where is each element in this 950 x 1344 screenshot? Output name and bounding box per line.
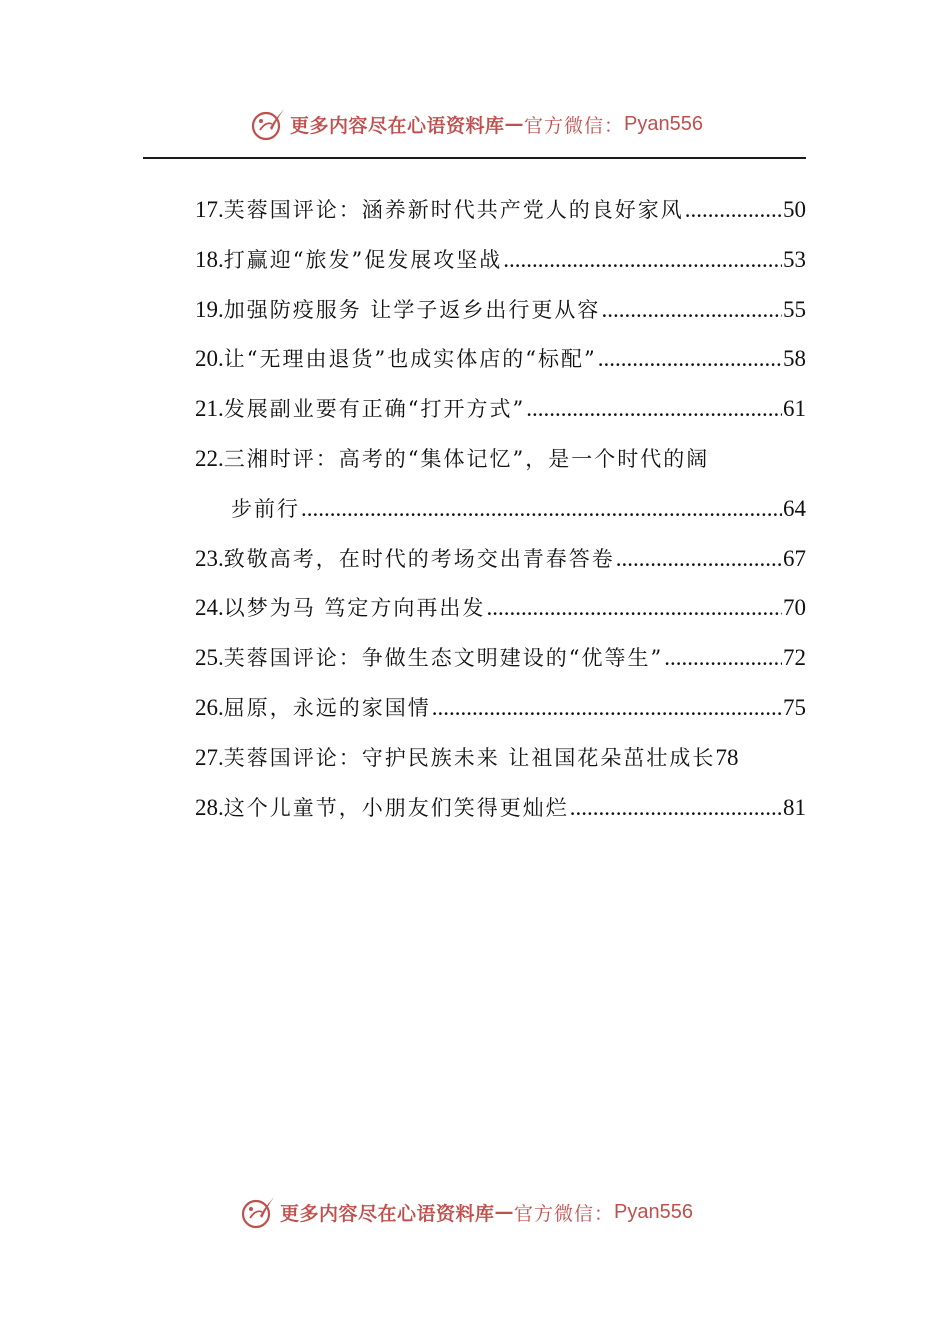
toc-entry[interactable] — [195, 334, 806, 384]
toc-title: 发展副业要有正确“打开方式” — [223, 397, 526, 422]
toc-number: 18. — [195, 246, 224, 272]
toc-page-number: 67 — [783, 545, 806, 571]
toc-leader — [685, 185, 782, 235]
toc-page-number: 64 — [783, 495, 806, 521]
toc-number: 24. — [195, 595, 224, 621]
toc-entry[interactable] — [195, 783, 806, 833]
toc-number: 27. — [195, 744, 224, 770]
toc-page-number: 75 — [783, 694, 806, 720]
toc-leader — [486, 583, 782, 633]
toc-title-continuation: 步前行 — [231, 496, 300, 521]
toc-leader — [526, 384, 782, 434]
toc-number: 21. — [195, 396, 224, 422]
toc-title: 以梦为马 笃定方向再出发 — [223, 596, 486, 621]
toc-number: 25. — [195, 645, 224, 671]
banner-wechat-label: 官方微信： — [514, 1202, 615, 1225]
toc-entry[interactable] — [195, 235, 806, 285]
toc-title: 芙蓉国评论：争做生态文明建设的“优等生” — [223, 646, 664, 671]
toc-page-number: 81 — [783, 794, 806, 820]
toc-leader — [616, 534, 782, 584]
toc-page-number: 78 — [715, 744, 739, 770]
quill-pen-icon — [250, 106, 286, 142]
toc-page-number: 58 — [783, 346, 806, 372]
toc-entry[interactable] — [195, 583, 806, 633]
toc-number: 23. — [195, 545, 224, 571]
toc-title: 芙蓉国评论：守护民族未来 让祖国花朵茁壮成长 — [223, 745, 716, 770]
toc-page-number: 70 — [783, 595, 806, 621]
toc-leader — [301, 484, 782, 534]
toc-number: 20. — [195, 346, 224, 372]
toc-title: 屈原，永远的家国情 — [223, 695, 431, 720]
toc-page-number: 61 — [783, 396, 806, 422]
header-divider — [143, 157, 806, 159]
toc-number: 26. — [195, 694, 224, 720]
header-banner — [250, 104, 703, 144]
banner-dash: — — [494, 1201, 515, 1223]
toc-entry[interactable] — [195, 185, 806, 235]
toc-page-number: 53 — [783, 246, 806, 272]
toc-entry[interactable] — [195, 633, 806, 683]
toc-entry[interactable] — [195, 384, 806, 434]
toc-title: 打赢迎“旅发”促发展攻坚战 — [223, 247, 503, 272]
toc-leader — [664, 633, 782, 683]
toc-entry[interactable] — [195, 434, 806, 534]
toc-number: 17. — [195, 197, 224, 222]
toc-entry[interactable] — [195, 534, 806, 584]
table-of-contents — [195, 185, 806, 832]
toc-entry[interactable] — [195, 733, 806, 783]
banner-wechat-id: Pyan556 — [614, 1200, 693, 1223]
banner-wechat-id: Pyan556 — [624, 112, 703, 135]
toc-leader — [570, 783, 782, 833]
toc-title: 加强防疫服务 让学子返乡出行更从容 — [223, 297, 601, 322]
toc-title: 致敬高考，在时代的考场交出青春答卷 — [223, 546, 615, 571]
quill-pen-icon — [240, 1194, 276, 1230]
toc-number: 28. — [195, 794, 224, 820]
banner-wechat-label: 官方微信： — [524, 114, 625, 137]
toc-leader — [503, 235, 782, 285]
toc-leader — [601, 285, 782, 335]
toc-title: 芙蓉国评论：涵养新时代共产党人的良好家风 — [223, 198, 684, 222]
toc-number: 22. — [195, 445, 224, 471]
banner-text: 更多内容尽在心语资料库 — [280, 1202, 495, 1225]
toc-number: 19. — [195, 296, 224, 322]
banner-text: 更多内容尽在心语资料库 — [290, 114, 505, 137]
toc-title: 让“无理由退货”也成实体店的“标配” — [223, 347, 597, 372]
toc-title: 这个儿童节，小朋友们笑得更灿烂 — [223, 795, 569, 820]
toc-leader — [598, 334, 782, 384]
toc-title: 三湘时评：高考的“集体记忆”，是一个时代的阔 — [223, 446, 710, 471]
banner-dash: — — [504, 113, 525, 135]
toc-page-number: 72 — [783, 645, 806, 671]
toc-page-number: 50 — [783, 197, 806, 222]
toc-entry[interactable] — [195, 683, 806, 733]
toc-page-number: 55 — [783, 296, 806, 322]
toc-entry[interactable] — [195, 285, 806, 335]
toc-leader — [432, 683, 782, 733]
footer-banner — [240, 1192, 693, 1232]
